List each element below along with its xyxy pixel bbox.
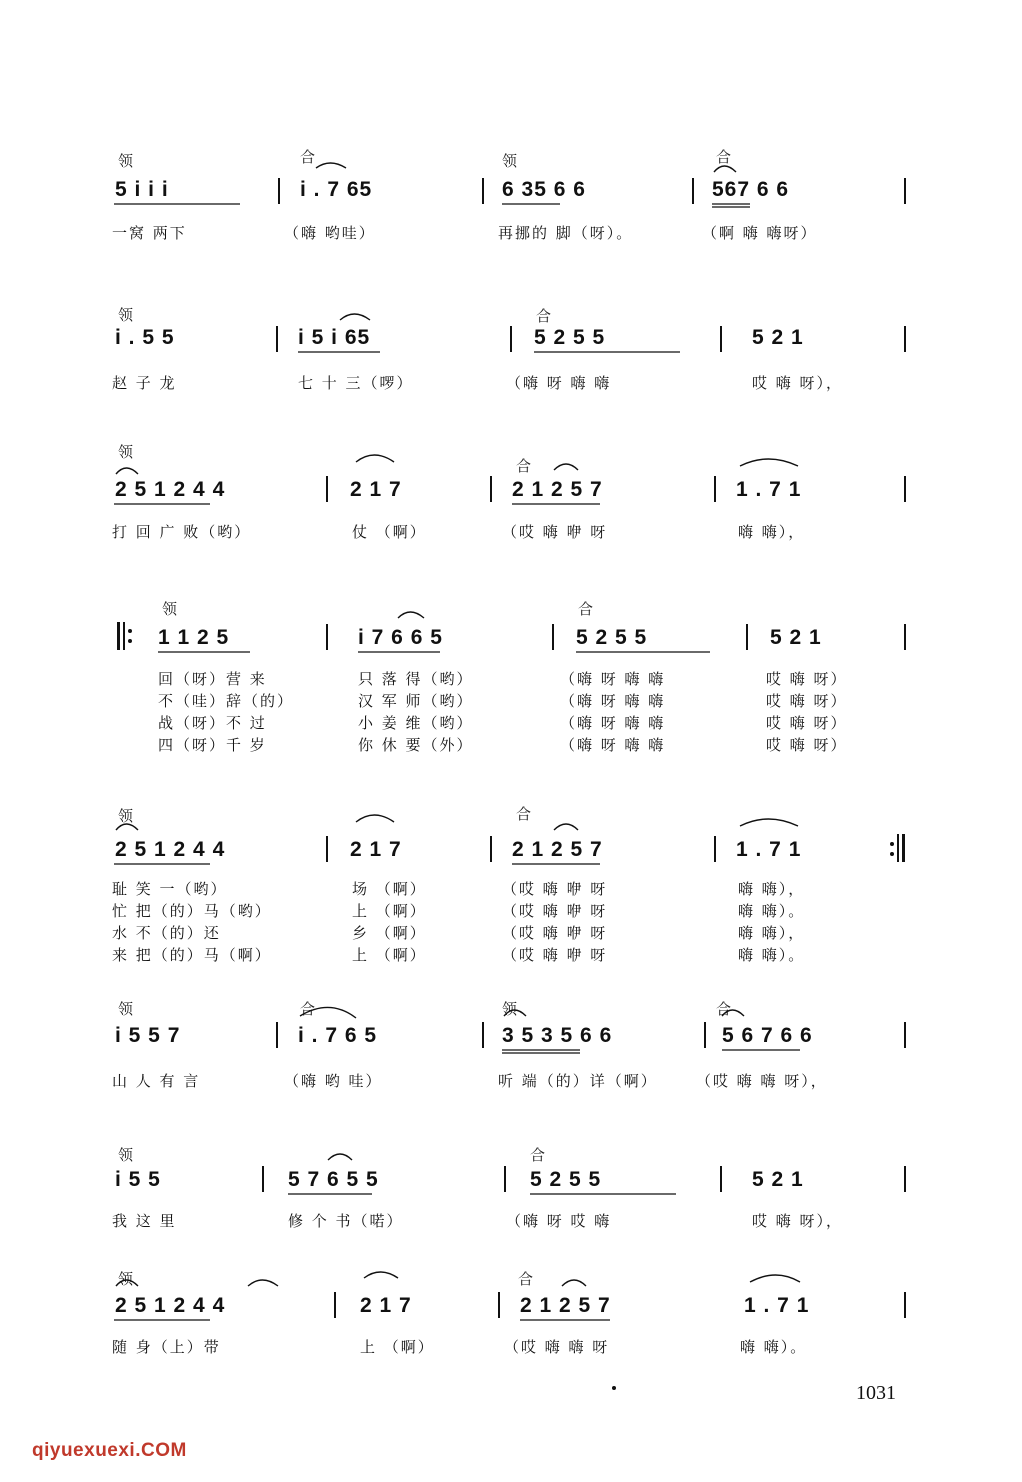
verse-1-segment: 只 落 得（哟） — [358, 670, 474, 688]
measure-notes: 2 1 7 — [360, 1294, 412, 1317]
lead-mark: 领 — [118, 1270, 134, 1288]
verse-1-segment: （哎 嗨 咿 呀 — [502, 880, 608, 898]
measure-notes: 2 1 2 5 7 — [512, 838, 603, 861]
verse-2-segment: （哎 嗨 咿 呀 — [502, 902, 608, 920]
verse-2-segment: 嗨 嗨）。 — [738, 902, 806, 920]
lyric-segment: （啊 嗨 嗨呀） — [702, 224, 818, 242]
lyric-segment: 一窝 两下 — [112, 224, 187, 242]
lyric-segment: 我 这 里 — [112, 1212, 177, 1230]
lead-mark: 领 — [118, 306, 134, 324]
lyric-segment: 仗 （啊） — [352, 523, 427, 541]
verse-1-segment: 场 （啊） — [352, 880, 427, 898]
lyric-segment: 嗨 嗨）。 — [740, 1338, 808, 1356]
measure-notes: 5 2 5 5 — [576, 626, 648, 649]
measure-notes: 5 7 6 5 5 — [288, 1168, 379, 1191]
lyric-segment: 赵 子 龙 — [112, 374, 177, 392]
measure-notes: 5 i i i — [115, 178, 169, 201]
measure-notes: 2 5 1 2 4 4 — [115, 478, 226, 501]
verse-3-segment: 嗨 嗨）， — [738, 924, 806, 942]
slur-arc — [740, 819, 798, 826]
measure-notes: 3 5 3 5 6 6 — [502, 1024, 613, 1047]
slur-arc — [356, 815, 394, 822]
chorus-mark: 合 — [716, 1000, 732, 1018]
measure-notes: 1 . 7 1 — [736, 478, 802, 501]
slur-arc — [554, 464, 578, 470]
measure-notes: 1 1 2 5 — [158, 626, 230, 649]
chorus-mark: 合 — [518, 1270, 534, 1288]
verse-2-segment: 不（哇）辞（的） — [158, 692, 295, 710]
lead-mark: 领 — [502, 152, 518, 170]
measure-notes: 567 6 6 — [712, 178, 790, 201]
slur-arc — [340, 314, 370, 320]
slur-arc — [740, 459, 798, 466]
verse-2-segment: 哎 嗨 呀） — [766, 692, 848, 710]
verse-1-segment: （嗨 呀 嗨 嗨 — [560, 670, 666, 688]
chorus-mark: 合 — [300, 148, 316, 166]
measure-notes: i . 7 6 5 — [298, 1024, 378, 1047]
lead-mark: 领 — [118, 152, 134, 170]
lyric-segment: （哎 嗨 嗨 呀 — [504, 1338, 610, 1356]
verse-1-segment: 嗨 嗨）， — [738, 880, 806, 898]
verse-2-segment: 上 （啊） — [352, 902, 427, 920]
verse-3-segment: 乡 （啊） — [352, 924, 427, 942]
verse-4-segment: 你 休 要（外） — [358, 736, 474, 754]
lyric-segment: 再挪的 脚（呀）。 — [498, 224, 634, 242]
lyric-segment: （哎 嗨 嗨 呀）， — [696, 1072, 828, 1090]
measure-notes: 6 35 6 6 — [502, 178, 586, 201]
measure-notes: 1 . 7 1 — [744, 1294, 810, 1317]
verse-4-segment: 四（呀）千 岁 — [158, 736, 267, 754]
verse-3-segment: 哎 嗨 呀） — [766, 714, 848, 732]
chorus-mark: 合 — [516, 805, 532, 823]
lyric-segment: 嗨 嗨）， — [738, 523, 806, 541]
verse-4-segment: （嗨 呀 嗨 嗨 — [560, 736, 666, 754]
measure-notes: 2 1 2 5 7 — [520, 1294, 611, 1317]
lyric-segment: 随 身（上）带 — [112, 1338, 221, 1356]
slur-arc — [554, 824, 578, 830]
verse-4-segment: （哎 嗨 咿 呀 — [502, 946, 608, 964]
slur-arc — [328, 1154, 352, 1160]
measure-notes: i 5 5 — [115, 1168, 161, 1191]
slur-arc — [714, 166, 736, 172]
chorus-mark: 合 — [536, 307, 552, 325]
measure-notes: 2 1 2 5 7 — [512, 478, 603, 501]
measure-notes: 5 2 1 — [752, 326, 804, 349]
chorus-mark: 合 — [300, 1000, 316, 1018]
measure-notes: 2 1 7 — [350, 838, 402, 861]
slur-arc — [248, 1280, 278, 1286]
measure-notes: i 7 6 6 5 — [358, 626, 443, 649]
measure-notes: 2 5 1 2 4 4 — [115, 838, 226, 861]
slur-arc — [750, 1275, 800, 1282]
slur-arc — [116, 824, 138, 830]
measure-notes: i . 7 65 — [300, 178, 373, 201]
lead-mark: 领 — [118, 1000, 134, 1018]
verse-3-segment: 水 不（的）还 — [112, 924, 221, 942]
lyric-segment: （嗨 哟 哇） — [284, 1072, 383, 1090]
slur-arc — [364, 1272, 398, 1278]
slur-arc — [562, 1280, 586, 1286]
slur-arc — [504, 1010, 526, 1016]
verse-3-segment: （哎 嗨 咿 呀 — [502, 924, 608, 942]
lyric-segment: 上 （啊） — [360, 1338, 435, 1356]
lyric-segment: 修 个 书（喏） — [288, 1212, 404, 1230]
measure-notes: 5 2 1 — [752, 1168, 804, 1191]
slur-arc — [398, 612, 424, 618]
slur-arc — [722, 1010, 744, 1016]
measure-notes: i 5 5 7 — [115, 1024, 181, 1047]
lyric-segment: （嗨 哟哇） — [284, 224, 376, 242]
chorus-mark: 合 — [516, 457, 532, 475]
lyric-segment: 山 人 有 言 — [112, 1072, 201, 1090]
lead-mark: 领 — [162, 600, 178, 618]
lyric-segment: 听 端（的）详（啊） — [498, 1072, 658, 1090]
measure-notes: 5 2 5 5 — [534, 326, 606, 349]
verse-1-segment: 哎 嗨 呀） — [766, 670, 848, 688]
verse-2-segment: （嗨 呀 嗨 嗨 — [560, 692, 666, 710]
lyric-segment: 打 回 广 败（哟） — [112, 523, 252, 541]
measure-notes: 2 5 1 2 4 4 — [115, 1294, 226, 1317]
chorus-mark: 合 — [530, 1146, 546, 1164]
chorus-mark: 合 — [578, 600, 594, 618]
measure-notes: 5 2 1 — [770, 626, 822, 649]
verse-2-segment: 汉 军 师（哟） — [358, 692, 474, 710]
slur-arc — [116, 468, 138, 474]
measure-notes: i 5 i 65 — [298, 326, 371, 349]
slur-arc — [300, 1007, 356, 1018]
measure-notes: 5 2 5 5 — [530, 1168, 602, 1191]
verse-1-segment: 回（呀）营 来 — [158, 670, 267, 688]
lyric-segment: 哎 嗨 呀）， — [752, 374, 844, 392]
lyric-segment: 哎 嗨 呀）， — [752, 1212, 844, 1230]
verse-3-segment: 战（呀）不 过 — [158, 714, 267, 732]
verse-1-segment: 耻 笑 一（哟） — [112, 880, 228, 898]
chorus-mark: 合 — [716, 148, 732, 166]
slur-arc — [116, 1280, 138, 1286]
lead-mark: 领 — [502, 1000, 518, 1018]
page-number: 1031 — [856, 1382, 896, 1404]
watermark: qiyuexuexi.COM — [32, 1440, 187, 1461]
verse-4-segment: 上 （啊） — [352, 946, 427, 964]
lyric-segment: 七 十 三（啰） — [298, 374, 414, 392]
verse-3-segment: （嗨 呀 嗨 嗨 — [560, 714, 666, 732]
measure-notes: 1 . 7 1 — [736, 838, 802, 861]
slur-arc — [356, 455, 394, 462]
verse-3-segment: 小 姜 维（哟） — [358, 714, 474, 732]
lead-mark: 领 — [118, 443, 134, 461]
lyric-segment: （嗨 呀 哎 嗨 — [506, 1212, 612, 1230]
lyric-segment: （嗨 呀 嗨 嗨 — [506, 374, 612, 392]
page-dot — [612, 1386, 616, 1390]
verse-4-segment: 来 把（的）马（啊） — [112, 946, 272, 964]
lead-mark: 领 — [118, 807, 134, 825]
slur-arc — [316, 163, 346, 168]
lyric-segment: （哎 嗨 咿 呀 — [502, 523, 608, 541]
measure-notes: i . 5 5 — [115, 326, 175, 349]
verse-2-segment: 忙 把（的）马（哟） — [112, 902, 272, 920]
measure-notes: 5 6 7 6 6 — [722, 1024, 813, 1047]
verse-4-segment: 嗨 嗨）。 — [738, 946, 806, 964]
verse-4-segment: 哎 嗨 呀） — [766, 736, 848, 754]
measure-notes: 2 1 7 — [350, 478, 402, 501]
lead-mark: 领 — [118, 1146, 134, 1164]
